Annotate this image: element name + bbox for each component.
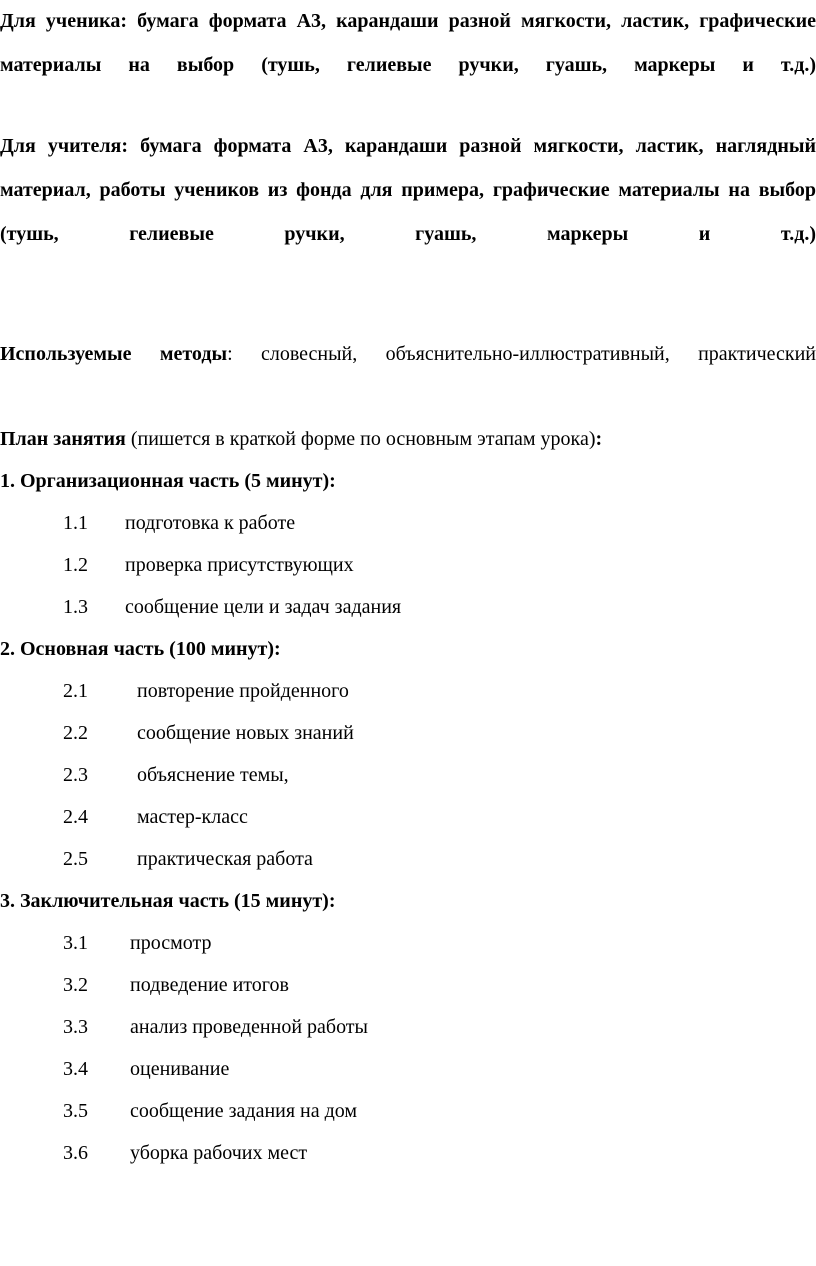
item-number: 2.1 [63,680,88,702]
item-number: 3.3 [63,1016,88,1038]
item-number: 1.1 [63,512,88,534]
item-number: 3.5 [63,1100,88,1122]
item-number: 3.6 [63,1142,88,1164]
plan-colon: : [595,428,603,450]
item-text: подведение итогов [130,974,289,996]
item-text: повторение пройденного [137,680,349,702]
item-number: 1.3 [63,596,88,618]
item-text: анализ проведенной работы [130,1016,368,1038]
item-text: оценивание [130,1058,230,1080]
item-text: подготовка к работе [125,512,296,534]
item-text: мастер-класс [137,806,248,828]
methods-text: : словесный, объяснительно-иллюстративный, практический [227,343,816,365]
plan-heading [0,418,816,460]
item-number: 2.2 [63,722,88,744]
section-3-title: 3. Заключительная часть (15 минут): [0,890,336,912]
item-number: 3.4 [63,1058,88,1080]
item-text: уборка рабочих мест [130,1142,308,1164]
item-text: объяснение темы, [137,764,289,786]
teacher-materials: Для учителя: бумага формата А3, карандаши разной мягкости, ластик, наглядный материал, работы учеников из фонда для примера, графические материалы на выбор (тушь, гелиевые ручки, гуашь, маркеры и т.д.) [0,135,816,245]
section-1-title: 1. Организационная часть (5 минут): [0,470,336,492]
methods-label: Используемые методы [0,343,228,365]
item-text: сообщение задания на дом [130,1100,358,1122]
item-text: проверка присутствующих [125,554,354,576]
item-number: 2.5 [63,848,88,870]
section-2-title: 2. Основная часть (100 минут): [0,638,281,660]
item-text: сообщение новых знаний [137,722,354,744]
item-text: сообщение цели и задач задания [125,596,402,618]
item-number: 1.2 [63,554,88,576]
item-number: 2.4 [63,806,88,828]
item-text: просмотр [130,932,212,954]
item-number: 3.1 [63,932,88,954]
plan-label: План занятия [0,428,126,450]
item-text: практическая работа [137,848,313,870]
item-number: 2.3 [63,764,88,786]
methods-paragraph [0,333,816,375]
plan-note: (пишется в краткой форме по основным этапам урока) [125,428,596,450]
student-materials: Для ученика: бумага формата А3, карандаши разной мягкости, ластик, графические материалы на выбор (тушь, гелиевые ручки, гуашь, маркеры и т.д.) [0,10,816,76]
item-number: 3.2 [63,974,88,996]
